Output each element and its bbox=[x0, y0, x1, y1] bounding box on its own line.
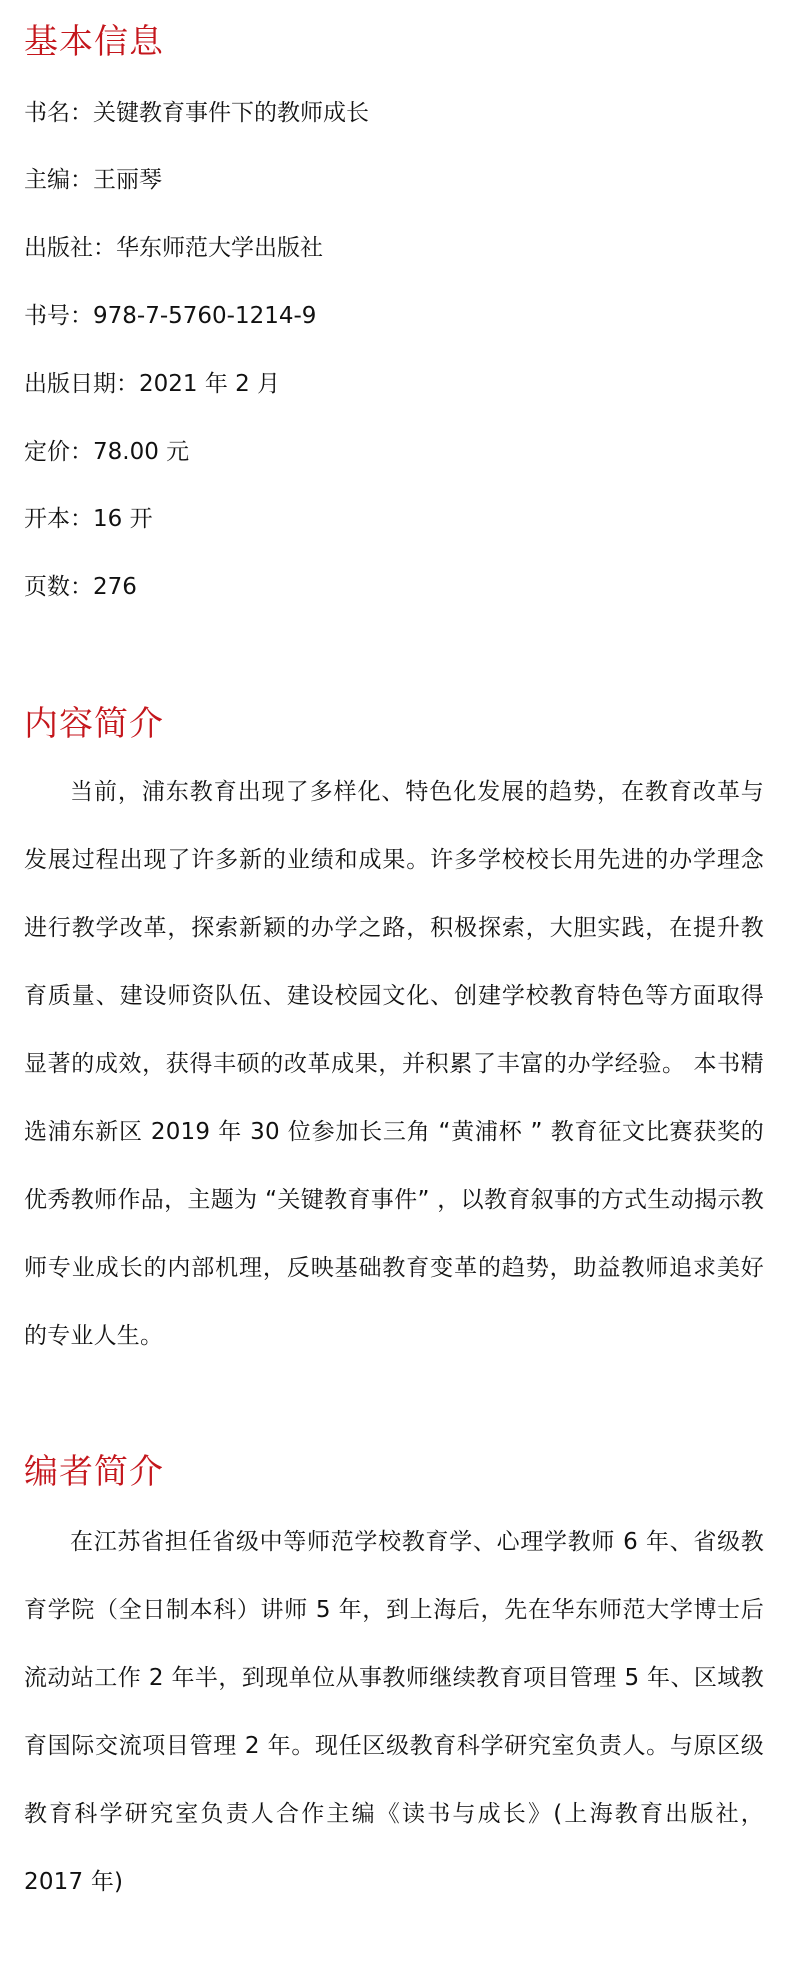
info-book-title: 书名：关键教育事件下的教师成长 bbox=[24, 100, 369, 126]
info-price: 定价：78.00 元 bbox=[24, 439, 190, 465]
info-publish-date: 出版日期：2021 年 2 月 bbox=[24, 371, 281, 397]
info-isbn: 书号：978-7-5760-1214-9 bbox=[24, 303, 317, 329]
info-publisher: 出版社：华东师范大学出版社 bbox=[24, 235, 323, 261]
editor-intro-heading: 编者简介 bbox=[24, 1452, 164, 1492]
info-pages: 页数：276 bbox=[24, 574, 137, 600]
info-format: 开本：16 开 bbox=[24, 506, 153, 532]
info-editor: 主编：王丽琴 bbox=[24, 167, 162, 193]
content-intro-text: 当前，浦东教育出现了多样化、特色化发展的趋势，在教育改革与发展过程出现了许多新的业绩和成果。许多学校校长用先进的办学理念进行教学改革，探索新颖的办学之路，积极探索，大胆实践，在提升教育质量、建设师资队伍、建设校园文化、创建学校教育特色等方面取得显著的成效，获得丰硕的改革成果，并积累了丰富的办学经验。 本书精选浦东新区 2019 年 30 位参加长三角 “黄浦杯 ” 教育征文比赛获奖的优秀教师作品，主题为 “关键教育事件” ，以教育叙事的方式生动揭示教师专业成长的内部机理，反映基础教育变革的趋势，助益教师追求美好的专业人生。 bbox=[24, 779, 764, 1349]
content-intro-heading: 内容简介 bbox=[24, 704, 164, 744]
basic-info-heading: 基本信息 bbox=[24, 22, 164, 62]
editor-intro-text: 在江苏省担任省级中等师范学校教育学、心理学教师 6 年、省级教育学院（全日制本科）讲师 5 年，到上海后，先在华东师范大学博士后流动站工作 2 年半，到现单位从事教师继续教育项目管理 5 年、区域教育国际交流项目管理 2 年。现任区级教育科学研究室负责人。与原区级教育科学研究室负责人合作主编《读书与成长》(上海教育出版社，2017 年) bbox=[24, 1529, 764, 1895]
